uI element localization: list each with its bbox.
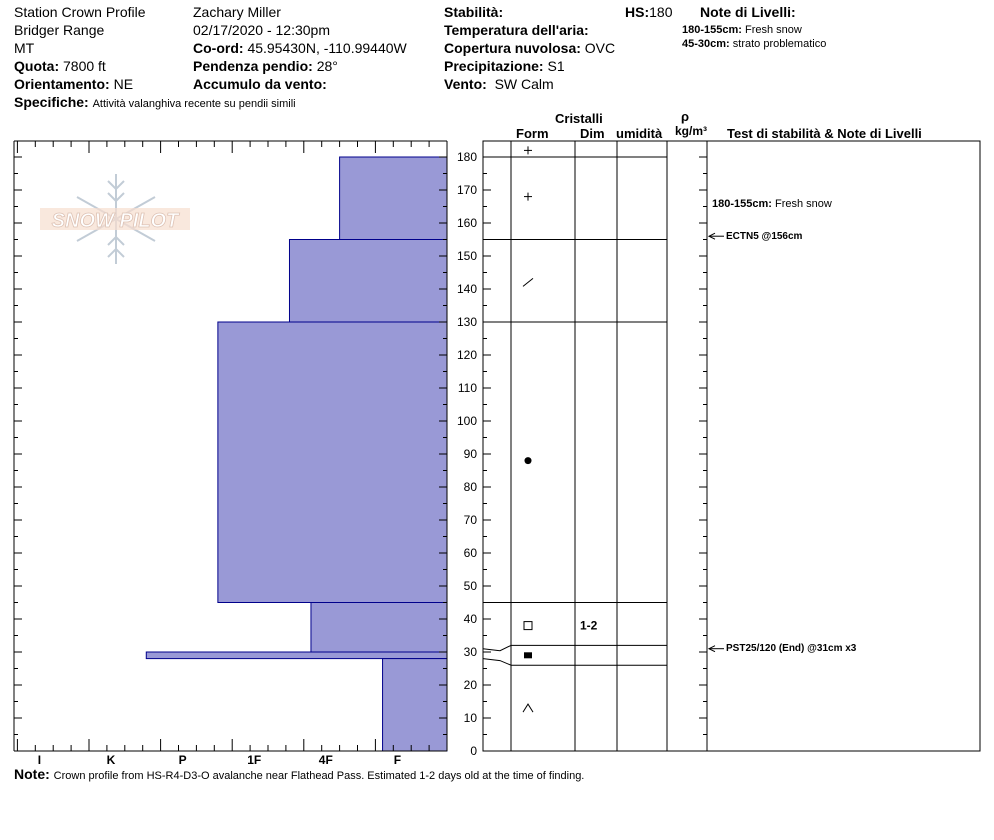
specifics-label: Specifiche: (14, 94, 89, 110)
hardness-tick-label: I (37, 753, 42, 767)
stability-label: Stabilità: (444, 4, 504, 20)
hardness-layer-bar (289, 240, 447, 323)
depth-tick-label: 150 (456, 249, 477, 263)
depth-tick-label: 170 (456, 183, 477, 197)
precip-value: S1 (547, 58, 565, 74)
wind-label: Vento: (444, 76, 487, 92)
form-header: Form (516, 126, 549, 141)
hardness-layer-bar (340, 157, 447, 240)
hardness-layer-bar (146, 652, 447, 659)
datetime: 02/17/2020 - 12:30pm (193, 22, 330, 38)
depth-tick-label: 20 (463, 678, 477, 692)
coordinates-value: 45.95430N, -110.99440W (247, 40, 407, 56)
layer-note-range: 45-30cm: (682, 38, 730, 50)
depth-tick-label: 110 (457, 381, 477, 395)
layer-note-text: Fresh snow (745, 24, 802, 36)
state: MT (14, 40, 35, 56)
hardness-layer-bar (218, 322, 447, 603)
crystal-symbols (523, 146, 598, 712)
density-unit-header: kg/m³ (675, 124, 708, 138)
hs-label: HS: (625, 4, 650, 20)
depth-tick-label: 130 (456, 315, 477, 329)
hardness-tick-label: P (178, 753, 187, 767)
crystal-symbol-dh (523, 704, 533, 712)
hardness-layers (146, 157, 447, 751)
stability-test-label: ECTN5 @156cm (726, 231, 803, 242)
layer-connector (483, 645, 511, 650)
air-temp-label: Temperatura dell'aria: (444, 22, 589, 38)
moisture-header: umidità (616, 126, 663, 141)
depth-tick-label: 140 (456, 282, 477, 296)
crystal-symbol-df (523, 278, 533, 286)
hardness-tick-label: K (106, 753, 116, 767)
depth-tick-label: 30 (463, 645, 477, 659)
depth-tick-label: 90 (463, 447, 477, 461)
elevation-value: 7800 ft (63, 58, 106, 74)
crystal-symbol-mfcr (524, 652, 532, 658)
density-rho-header: ρ (681, 109, 690, 124)
footer-label: Note: (14, 766, 50, 782)
depth-tick-label: 40 (463, 612, 477, 626)
logo-text: SNOW PILOT (51, 210, 179, 232)
layer-notes-label: Note di Livelli: (700, 4, 796, 20)
hardness-tick-label: 1F (247, 753, 262, 767)
tests-header: Test di stabilità & Note di Livelli (727, 126, 922, 141)
right-note-range: 180-155cm: (712, 198, 772, 210)
depth-tick-label: 70 (463, 513, 477, 527)
wind-value: SW Calm (494, 76, 554, 92)
precip-label: Precipitazione: (444, 58, 544, 74)
size-header: Dim (580, 126, 605, 141)
depth-tick-label: 80 (463, 480, 477, 494)
depth-tick-label: 50 (463, 579, 477, 593)
crystal-symbol-fc (524, 622, 532, 630)
observer: Zachary Miller (193, 4, 281, 20)
cloud-value: OVC (584, 40, 616, 56)
snowpilot-logo (40, 174, 190, 264)
stability-test-label: PST25/120 (End) @31cm x3 (726, 643, 857, 654)
profile-name: Station Crown Profile (14, 4, 146, 20)
crystals-header: Cristalli (555, 111, 603, 126)
coordinates-label: Co-ord: (193, 40, 244, 56)
aspect-value: NE (113, 76, 134, 92)
crystal-size-label: 1-2 (580, 618, 598, 633)
depth-tick-label: 160 (456, 216, 477, 230)
hardness-layer-bar (311, 603, 447, 653)
cloud-label: Copertura nuvolosa: (444, 40, 581, 56)
crystal-table-frame (483, 141, 980, 751)
depth-tick-label: 60 (463, 546, 477, 560)
test-arrows (709, 233, 724, 652)
hs-value: 180 (649, 4, 673, 20)
crystal-symbol-rg (525, 457, 532, 464)
hardness-tick-label: F (393, 753, 402, 767)
specifics-value: Attività valanghiva recente su pendii simili (92, 98, 296, 110)
hardness-tick-label: 4F (318, 753, 333, 767)
hardness-layer-bar (383, 659, 447, 751)
depth-tick-label: 100 (456, 414, 477, 428)
range-name: Bridger Range (14, 22, 105, 38)
depth-tick-label: 10 (463, 711, 477, 725)
layer-note-text: strato problematico (732, 38, 827, 50)
layer-connector (483, 659, 511, 666)
depth-tick-label: 180 (456, 150, 477, 164)
layer-note-range: 180-155cm: (682, 24, 742, 36)
slope-label: Pendenza pendio: (193, 58, 313, 74)
aspect-label: Orientamento: (14, 76, 110, 92)
depth-tick-label: 0 (470, 744, 477, 758)
right-note-text: Fresh snow (775, 198, 832, 210)
slope-value: 28° (316, 58, 338, 74)
footer-text: Crown profile from HS-R4-D3-O avalanche near Flathead Pass. Estimated 1-2 days old at the time of finding. (53, 770, 585, 782)
depth-tick-label: 120 (456, 348, 477, 362)
wind-loading-label: Accumulo da vento: (193, 76, 327, 92)
elevation-label: Quota: (14, 58, 60, 74)
